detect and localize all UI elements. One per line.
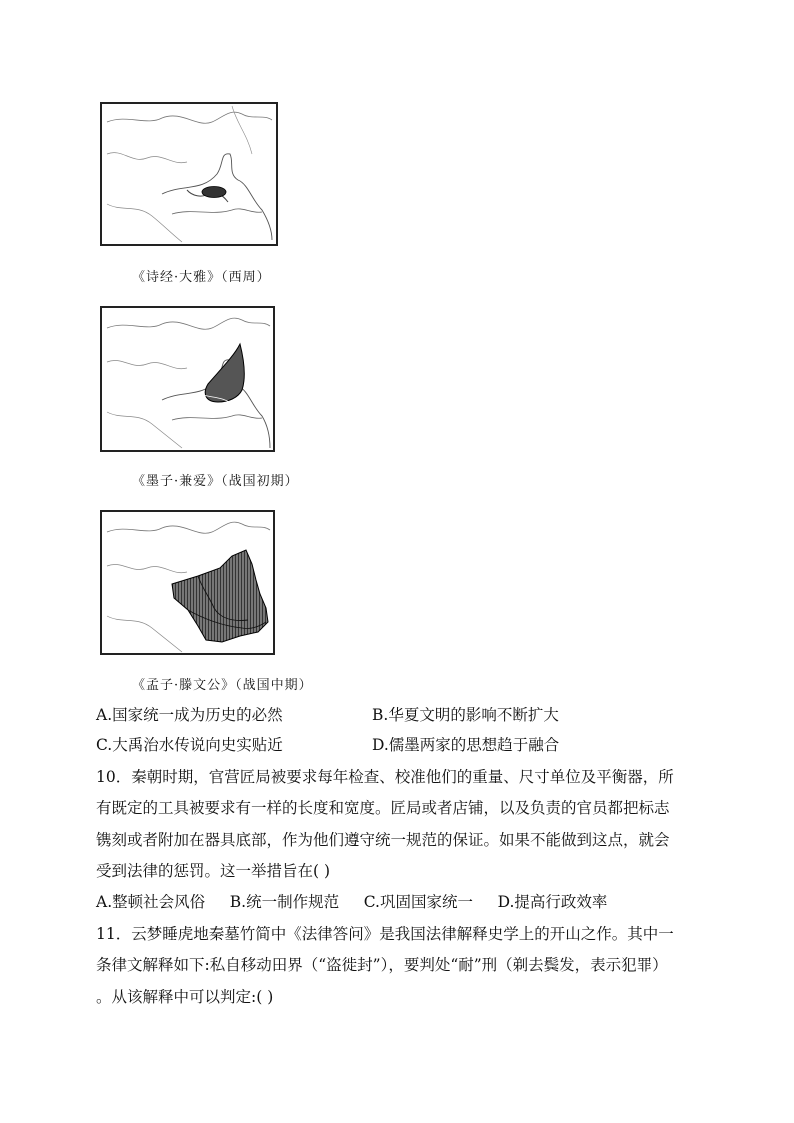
map-mid-warring-states-drawing [102,512,273,653]
q10-line-4: 受到法律的惩罚。这一举措旨在( ) [96,862,331,880]
map-western-zhou [100,102,278,246]
q9-option-a: A.国家统一成为历史的必然 [96,706,283,724]
map-western-zhou-drawing [102,104,276,244]
map-early-warring-states [100,306,275,452]
q11-line-3: 。从该解释中可以判定:( ) [96,988,274,1006]
q10-line-2: 有既定的工具被要求有一样的长度和宽度。匠局或者店铺，以及负责的官员都把标志 [96,799,670,817]
q11-line-1: 11．云梦睡虎地秦墓竹简中《法律答问》是我国法律解释史学上的开山之作。其中一 [96,925,674,943]
map-mid-warring-states [100,510,275,655]
q9-option-d: D.儒墨两家的思想趋于融合 [372,736,560,754]
figure-caption-3: 《孟子·滕文公》（战国中期） [132,678,313,693]
q9-option-b: B.华夏文明的影响不断扩大 [372,706,559,724]
q11-line-2: 条律文解释如下:私自移动田界（“盗徙封”），要判处“耐”刑（剃去鬓发，表示犯罪） [96,956,668,974]
figure-caption-2: 《墨子·兼爱》（战国初期） [132,474,299,489]
figure-caption-1: 《诗经·大雅》（西周） [132,270,271,285]
q10-options: A.整顿社会风俗 B.统一制作规范 C.巩固国家统一 D.提高行政效率 [96,893,608,911]
q9-option-c: C.大禹治水传说向史实贴近 [96,736,283,754]
q10-line-1: 10．秦朝时期，官营匠局被要求每年检查、校准他们的重量、尺寸单位及平衡器，所 [96,768,674,786]
q10-line-3: 镌刻或者附加在器具底部，作为他们遵守统一规范的保证。如果不能做到这点，就会 [96,831,670,849]
map-early-warring-states-drawing [102,308,273,450]
